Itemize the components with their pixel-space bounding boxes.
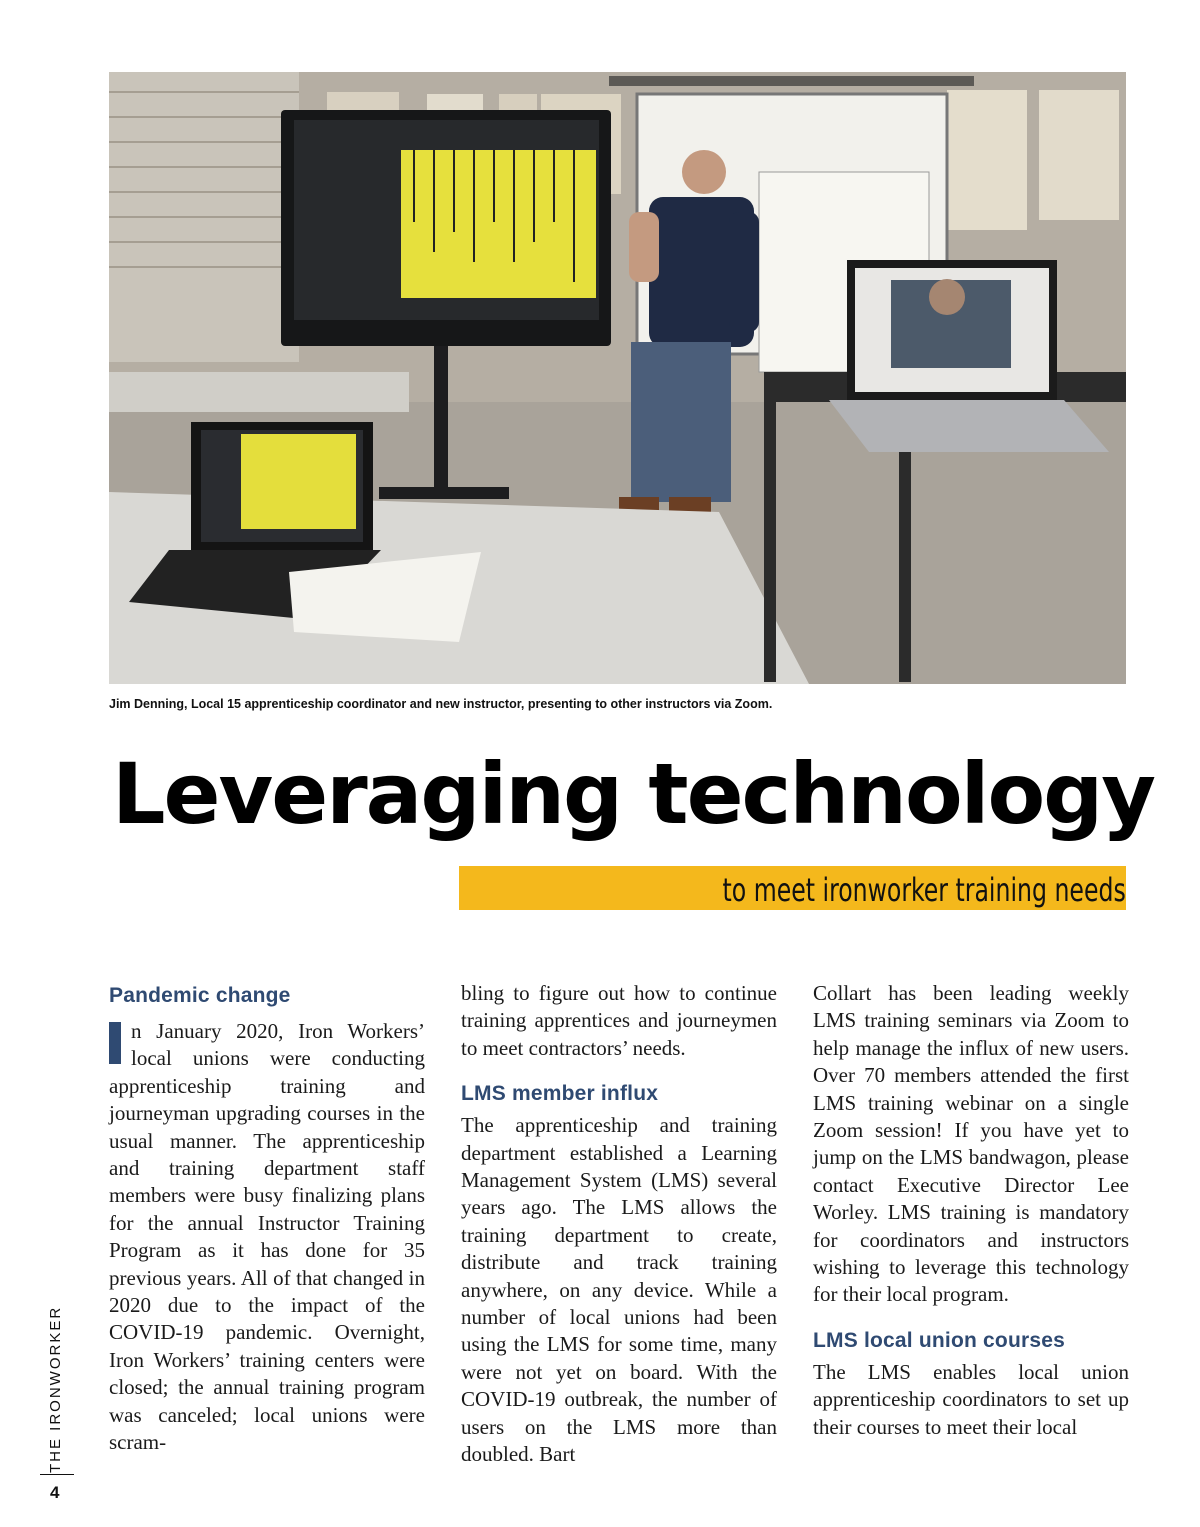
column-2 — [461, 980, 777, 1469]
column-3-paragraph-2: The LMS enables local union apprenticeship coordinators to set up their courses to meet their local — [813, 1359, 1129, 1439]
column-3 — [813, 980, 1129, 1441]
section-heading-lms-member-influx: LMS member influx — [461, 1082, 659, 1106]
page-number: 4 — [50, 1483, 60, 1502]
photo-caption: Jim Denning, Local 15 apprenticeship coordinator and new instructor, presenting to other instructors via Zoom. — [109, 697, 773, 711]
page-number-rule — [40, 1474, 74, 1475]
column-2-paragraph-2: The apprenticeship and training department established a Learning Management System (LMS) several years ago. The LMS allows the training department to create, distribute and track training anywhere, on any device. While a number of local unions had been using the LMS for some time, many were not yet on board. With the COVID-19 outbreak, the number of users on the LMS more than doubled. Bart — [461, 1113, 777, 1467]
column-1-text: n January 2020, Iron Workers’ local unions were conducting apprenticeship training and journeyman upgrading courses in the usual manner. The apprenticeship and training department staff members were busy finalizing plans for the annual Instructor Training Program as it has done for 35 previous years. All of that changed in 2020 due to the impact of the COVID-19 pandemic. Overnight, Iron Workers’ training centers were closed; the annual training program was canceled; local unions were scram- — [109, 1019, 425, 1455]
column-2-paragraph-1: bling to figure out how to continue training apprentices and journeymen to meet contractors’ needs. — [461, 981, 777, 1060]
section-heading-lms-local-union-courses: LMS local union courses — [813, 1328, 1065, 1352]
running-head: THE IRONWORKER — [47, 1305, 64, 1473]
classroom-photo-illustration — [109, 72, 1126, 684]
dropcap-bar — [109, 1022, 121, 1064]
article-headline: Leveraging technology — [112, 745, 1155, 843]
column-1-paragraph — [109, 1018, 425, 1457]
article-photo — [109, 72, 1126, 684]
article-subheadline: to meet ironworker training needs — [722, 871, 1126, 909]
subheadline-bar — [459, 866, 1126, 910]
column-1 — [109, 980, 425, 1457]
section-heading-pandemic-change: Pandemic change — [109, 984, 291, 1007]
column-3-paragraph-1: Collart has been leading weekly LMS training seminars via Zoom to help manage the influx of new users. Over 70 members attended the first LMS training webinar on a single Zoom session! If you have yet to jump on the LMS bandwagon, please contact Executive Director Lee Worley. LMS training is mandatory for coordinators and instructors wishing to leverage this technology for their local program. — [813, 981, 1129, 1307]
